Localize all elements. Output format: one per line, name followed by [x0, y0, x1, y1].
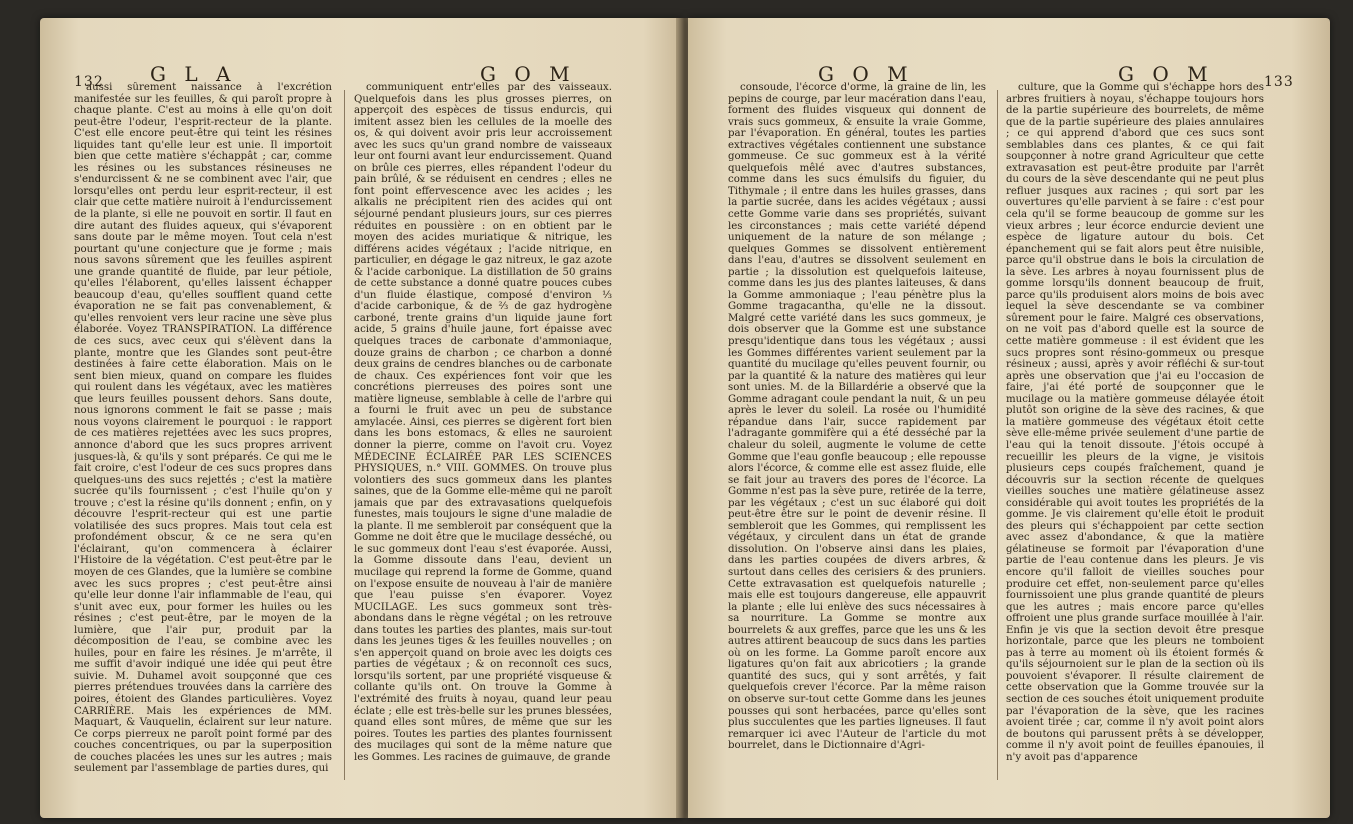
- running-header-right-col1: G O M: [818, 62, 914, 86]
- column-divider: [344, 90, 345, 780]
- body-text: communiquent entr'elles par des vaisseaux. Quelquefois dans les plus grosses pierres, on apperçoit des espèces de tissus endurcis, qui imitent assez bien les cellules de la moelle des os, & qui doivent avoir pris leur accroissement avec les sucs qu'un grand nombre de vaisseaux leur ont fourni avant leur endurcissement. Quand on brûle ces pierres, elles répandent l'odeur du pain brûlé, & se réduisent en cendres ; elles ne font point effervescence avec les acides ; les alkalis ne précipitent rien des acides qui ont séjourné pendant plusieurs jours, sur ces pierres réduites en poussière : on en obtient par le moyen des acides muriatique & nitrique, les différens acides végétaux ; l'acide nitrique, en particulier, en dégage le gaz nitreux, le gaz azote & l'acide carbonique. La distillation de 50 grains de cette substance a donné quatre pouces cubes d'un fluide élastique, composé d'environ ⅓ d'acide carbonique, & de ⅔ de gaz hydrogène carboné, trente grains d'un liquide jaune fort acide, 5 grains d'huile jaune, fort épaisse avec quelques traces de carbonate d'ammoniaque, douze grains de charbon ; ce charbon a donné deux grains de cendres blanches ou de carbonate de chaux. Ces expériences font voir que les concrétions pierreuses des poires sont une matière ligneuse, semblable à celle de l'arbre qui a fourni le fruit avec un peu de substance amylacée. Ainsi, ces pierres se digèrent fort bien dans les bons estomacs, & elles ne sauroient donner la pierre, comme on l'avoit cru. Voyez MÉDECINE ÉCLAIRÉE PAR LES SCIENCES PHYSIQUES, n.° VIII. GOMMES. On trouve plus volontiers des sucs gommeux dans les plantes saines, que de la Gomme elle-même qui ne paroît jamais que par des extravasations quelquefois funestes, mais toujours le signe d'une maladie de la plante. Il me sembleroit par conséquent que la Gomme ne doit être que le mucilage desséché, ou le suc gommeux dont l'eau s'est évaporée. Aussi, la Gomme dissoute dans l'eau, devient un mucilage qui reprend la forme de Gomme, quand on l'expose ensuite de nouveau à l'air de manière que l'eau puisse s'en évaporer. Voyez MUCILAGE. Les sucs gommeux sont très-abondans dans le règne végétal ; on les retrouve dans toutes les parties des plantes, mais sur-tout dans les jeunes tiges & les feuilles nouvelles ; on s'en apperçoit quand on broie avec les doigts ces parties de végétaux ; & on reconnoît ces sucs, lorsqu'ils sortent, par une propriété visqueuse & collante qu'ils ont. On trouve la Gomme à l'extrémité des fruits à noyau, quand leur peau éclate ; elle est très-belle sur les prunes blessées, quand elles sont mûres, de même que sur les poires. Toutes les parties des plantes fournissent des mucilages qui sont de la même nature que les Gommes. Les racines de guimauve, de grande: [354, 82, 612, 763]
- running-header-left: G L A: [150, 62, 237, 86]
- running-header-left-col2: G O M: [480, 62, 576, 86]
- running-header-right: G O M: [1118, 62, 1214, 86]
- column-divider: [997, 90, 998, 780]
- body-text: culture, que la Gomme qui s'échappe hors des arbres fruitiers à noyau, s'échappe toujours hors de la partie supérieure des bourrelets, de même que de la partie supérieure des plaies annulaires ; ce qui apprend d'abord que ces sucs sont semblables dans ces plantes, & ce qui fait soupçonner à notre grand Agriculteur que cette extravasation est peut-être produite par l'arrêt du cours de la sève descendante qui ne peut plus refluer jusques aux racines ; qui sort par les ouvertures qu'elle parvient à se faire : c'est pour cela qu'il se forme beaucoup de gomme sur les vieux arbres ; leur écorce endurcie devient une espèce de ligature autour du bois. Cet épanchement qui se fait alors peut être nuisible, parce qu'il obstrue dans le bois la circulation de la sève. Les arbres à noyau fournissent plus de gomme lorsqu'ils donnent beaucoup de fruit, parce qu'ils produisent alors moins de bois avec lequel la sève descendante se va combiner sûrement pour le faire. Malgré ces observations, on ne voit pas d'abord quelle est la source de cette matière gommeuse : il est évident que les sucs propres sont résino-gommeux ou presque résineux ; aussi, après y avoir réfléchi & sur-tout après une observation que j'ai eu l'occasion de faire, j'ai été porté de soupçonner que le mucilage ou la matière gommeuse délayée étoit plutôt son origine de la sève des racines, & que la matière gommeuse des végétaux étoit cette sève elle-même privée seulement d'une partie de l'eau qui la tenoit dissoute. J'étois occupé à recueillir les pleurs de la vigne, je visitois plusieurs ceps coupés fraîchement, quand je découvris sur la section récente de quelques vieilles souches une matière gélatineuse assez considérable qui avoit toutes les propriétés de la gomme. Je vis clairement qu'elle étoit le produit des pleurs qui s'échappoient par cette section avec assez d'abondance, & que la matière gélatineuse se formoit par l'évaporation d'une partie de l'eau contenue dans les pleurs. Je vis encore qu'il falloit de vieilles souches pour produire cet effet, non-seulement parce qu'elles fournissoient une plus grande quantité de pleurs que les autres ; mais encore parce qu'elles offroient une plus grande surface mouillée à l'air. Enfin je vis que la section devoit être presque horizontale, parce que les pleurs ne tomboient pas à terre au moment où ils étoient formés & qu'ils séjournoient sur le plan de la section où ils pouvoient s'évaporer. Il résulte clairement de cette observation que la Gomme trouvée sur la section de ces souches étoit uniquement produite par l'évaporation de la sève, que les racines avoient tirée ; car, comme il n'y avoit point alors de boutons qui parussent prêts à se développer, comme il n'y avoit point de feuilles épanouies, il n'y avoit pas d'apparence: [1006, 82, 1264, 763]
- body-text: aussi sûrement naissance à l'excrétion manifestée sur les feuilles, & qui paroît propre à chaque plante. C'est au moins à elle qu'on doit peut-être l'odeur, l'esprit-recteur de la plante. C'est elle encore peut-être qui teint les résines liquides tant qu'elle leur est unie. Il importoit bien que cette matière s'échappât ; car, comme les résines ou les substances résineuses ne s'endurcissent & ne se combinent avec l'air, que lorsqu'elles ont perdu leur esprit-recteur, il est clair que cette matière nuiroit à l'endurcissement de la plante, si elle ne pouvoit en sortir. Il faut en dire autant des fluides aqueux, qui s'évaporent sans doute par le même moyen. Tout cela n'est pourtant qu'une conjecture que je forme ; mais nous savons sûrement que les feuilles aspirent une grande quantité de fluide, par leur pétiole, qu'elles l'élaborent, qu'elles laissent échapper beaucoup d'eau, qu'elles soufflent quand cette évaporation ne se fait pas convenablement, & qu'elles renvoient vers leur racine une sève plus élaborée. Voyez TRANSPIRATION. La différence de ces sucs, avec ceux qui s'élèvent dans la plante, montre que les Glandes sont peut-être destinées à faire cette élaboration. Mais on le sent bien mieux, quand on compare les fluides qui roulent dans les végétaux, avec les matières que leurs feuilles poussent dehors. Sans doute, nous ignorons comment le fait se passe ; mais nous voyons clairement le pourquoi : le rapport de ces matières rejettées avec les sucs propres, annonce d'abord que les sucs propres arrivent jusques-là, & qu'ils y sont préparés. Ce qui me le fait croire, c'est l'odeur de ces sucs propres dans quelques-uns des sucs rejettés ; c'est la matière sucrée qu'ils fournissent ; c'est l'huile qu'on y trouve ; c'est la résine qu'ils donnent ; enfin, on y découvre l'esprit-recteur qui est une partie volatilisée des sucs propres. Mais tout cela est profondément obscur, & ce ne sera qu'en l'éclairant, qu'on commencera à éclairer l'Histoire de la végétation. C'est peut-être par le moyen de ces Glandes, que la lumière se combine avec les sucs propres ; c'est peut-être ainsi qu'elle leur donne l'air inflammable de l'eau, qui s'unit avec eux, pour former les huiles ou les résines ; c'est peut-être, par le moyen de la lumière, que l'air pur, produit par la décomposition de l'eau, se combine avec les huiles, pour en faire les résines. Je m'arrête, il me suffit d'avoir indiqué une idée qui peut être suivie. M. Duhamel avoit soupçonné que ces pierres prétendues trouvées dans la carrière des poires, étoient des Glandes particulières. Voyez CARRIÈRE. Mais les expériences de MM. Maquart, & Vauquelin, éclairent sur leur nature. Ce corps pierreux ne paroît point formé par des couches concentriques, ou par la superposition de couches placées les unes sur les autres ; mais seulement par l'assemblage de parties dures, qui: [74, 82, 332, 775]
- right-page-column-1: [728, 82, 986, 788]
- body-text: consoude, l'écorce d'orme, la graine de lin, les pepins de courge, par leur macération dans l'eau, forment des fluides visqueux qui donnent de vrais sucs gommeux, & ensuite la vraie Gomme, par l'évaporation. En général, toutes les parties extractives végétales contiennent une substance gommeuse. Ce suc gommeux est à la vérité quelquefois mêlé avec d'autres substances, comme dans les sucs émulsifs du figuier, du Tithymale ; il entre dans les huiles grasses, dans la partie sucrée, dans les acides végétaux ; aussi cette Gomme varie dans ses propriétés, suivant les circonstances ; mais cette variété dépend uniquement de la nature de son mélange ; quelques Gommes se dissolvent entièrement dans l'eau, d'autres se dissolvent seulement en partie ; la dissolution est quelquefois laiteuse, comme dans les jus des plantes laiteuses, & dans la Gomme ammoniaque ; l'eau pénètre plus la Gomme tragacantha, qu'elle ne la dissout. Malgré cette variété dans les sucs gommeux, je dois observer que la Gomme est une substance presqu'identique dans tous les végétaux ; aussi les Gommes différentes varient seulement par la quantité du mucilage qu'elles peuvent fournir, ou par la quantité & la nature des matières qui leur sont unies. M. de la Billardérie a observé que la Gomme adragant coule pendant la nuit, & un peu après le lever du soleil. La rosée ou l'humidité répandue dans l'air, succe rapidement par l'adragante gommifère qui a été desséché par la chaleur du soleil, augmente le volume de cette Gomme que l'eau gonfle beaucoup ; elle repousse alors l'écorce, & comme elle est assez fluide, elle se fait jour au travers des pores de l'écorce. La Gomme n'est pas la sève pure, retirée de la terre, par les végétaux ; c'est un suc élaboré qui doit peut-être être sur le point de devenir résine. Il sembleroit que les Gommes, qui remplissent les végétaux, y circulent dans un état de grande dissolution. On l'observe ainsi dans les plaies, dans les parties coupées de divers arbres, & surtout dans celles des cerisiers & des pruniers. Cette extravasation est quelquefois naturelle ; mais elle est toujours dangereuse, elle appauvrit la plante ; elle lui enlève des sucs nécessaires à sa nourriture. La Gomme se montre aux bourrelets & aux greffes, parce que les uns & les autres attirent beaucoup de sucs dans les parties où on les forme. La Gomme paroît encore aux ligatures qu'on fait aux abricotiers ; la grande quantité des sucs, qui y sont arrêtés, y fait quelquefois crever l'écorce. Par la même raison on observe sur-tout cette Gomme dans les jeunes pousses qui sont herbacées, parce qu'elles sont plus succulentes que les parties ligneuses. Il faut remarquer ici avec l'Auteur de l'article du mot bourrelet, dans le Dictionnaire d'Agri-: [728, 82, 986, 752]
- right-page: [688, 18, 1330, 818]
- page-number-left: 132: [74, 74, 104, 90]
- right-page-column-2: [1006, 82, 1264, 788]
- left-page-column-2: [354, 82, 612, 788]
- left-page-column-1: [74, 82, 332, 788]
- open-book: [40, 18, 1330, 818]
- left-page: [40, 18, 682, 818]
- page-number-right: 133: [1264, 74, 1294, 90]
